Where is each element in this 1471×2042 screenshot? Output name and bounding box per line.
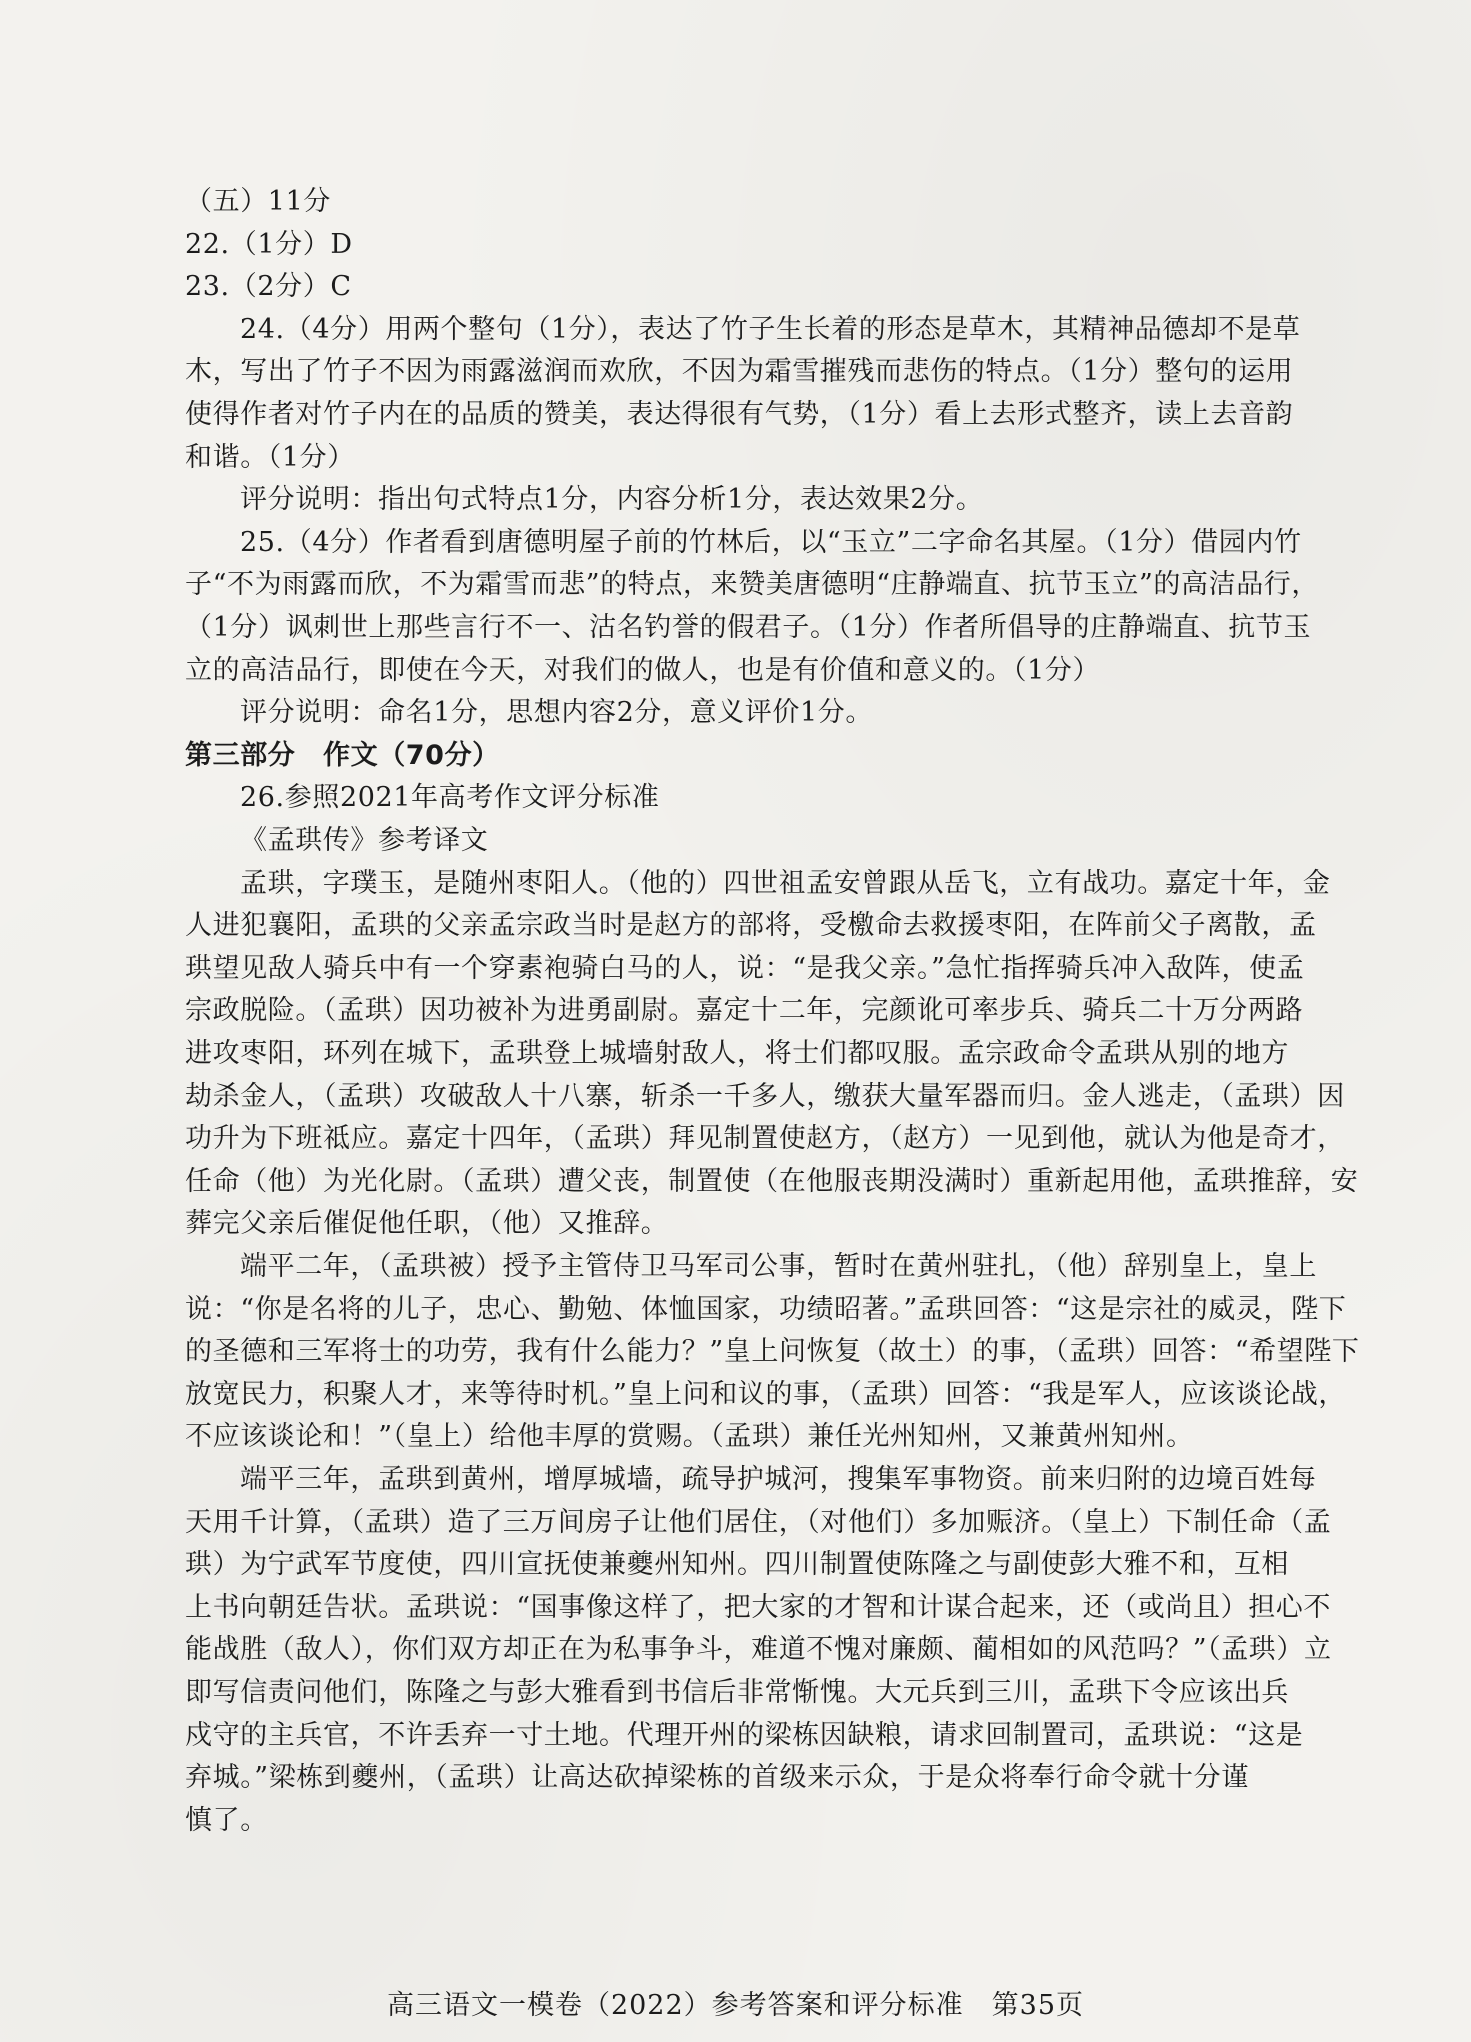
text-line: 说：“你是名将的儿子，忠心、勤勉、体恤国家，功绩昭著。”孟珙回答：“这是宗社的威灵，陛下 [185, 1293, 1347, 1325]
text-line: 任命（他）为光化尉。（孟珙）遭父丧，制置使（在他服丧期没满时）重新起用他，孟珙推辞，安 [185, 1165, 1359, 1197]
text-line: 能战胜（敌人），你们双方却正在为私事争斗，难道不愧对廉颇、蔺相如的风范吗？”（孟珙）立 [185, 1634, 1332, 1666]
text-line: 劫杀金人，（孟珙）攻破敌人十八寨，斩杀一千多人，缴获大量军器而归。金人逃走，（孟珙）因 [185, 1080, 1345, 1112]
text-line: 26.参照2021年高考作文评分标准 [240, 782, 660, 814]
page-footer: 高三语文一模卷（2022）参考答案和评分标准 第35页 [386, 1990, 1085, 2021]
text-line: 戍守的主兵官，不许丢弃一寸土地。代理开州的梁栋因缺粮，请求回制置司，孟珙说：“这是 [185, 1719, 1304, 1751]
watermark [58, 1046, 147, 1181]
text-line: 珙望见敌人骑兵中有一个穿素袍骑白马的人，说：“是我父亲。”急忙指挥骑兵冲入敌阵，使孟 [185, 952, 1305, 984]
text-line: 上书向朝廷告状。孟珙说：“国事像这样了，把大家的才智和计谋合起来，还（或尚且）担心不 [185, 1591, 1332, 1623]
text-line: 和谐。（1分） [185, 441, 355, 473]
text-line: 宗政脱险。（孟珙）因功被补为进勇副尉。嘉定十二年，完颜讹可率步兵、骑兵二十万分两路 [185, 995, 1304, 1027]
section-heading: 第三部分 作文（70分） [185, 739, 500, 771]
text-line: 葬完父亲后催促他任职，（他）又推辞。 [185, 1208, 669, 1240]
text-line: 22.（1分）D [185, 228, 353, 260]
text-line: 使得作者对竹子内在的品质的赞美，表达得很有气势，（1分）看上去形式整齐，读上去音韵 [185, 399, 1294, 430]
text-line: 人进犯襄阳，孟珙的父亲孟宗政当时是赵方的部将，受檄命去救援枣阳，在阵前父子离散，孟 [185, 910, 1317, 942]
watermark [38, 1556, 127, 1691]
text-line: 即写信责问他们，陈隆之与彭大雅看到书信后非常惭愧。大元兵到三川，孟珙下令应该出兵 [185, 1677, 1289, 1708]
text-line: 放宽民力，积聚人才，来等待时机。”皇上问和议的事，（孟珙）回答：“我是军人，应该谈论战， [185, 1378, 1347, 1410]
text-line: 的圣德和三军将士的功劳，我有什么能力？”皇上问恢复（故土）的事，（孟珙）回答：“希望陛下 [185, 1336, 1360, 1368]
text-line: （五）11分 [185, 186, 331, 217]
text-line: 孟珙，字璞玉，是随州枣阳人。（他的）四世祖孟安曾跟从岳飞，立有战功。嘉定十年，金 [240, 867, 1331, 899]
text-line: 23.（2分）C [185, 271, 352, 303]
text-line: 木，写出了竹子不因为雨露滋润而欢欣，不因为霜雪摧残而悲伤的特点。（1分）整句的运用 [185, 356, 1294, 388]
text-line: 《孟珙传》参考译文 [240, 825, 489, 856]
text-line: 功升为下班祗应。嘉定十四年，（孟珙）拜见制置使赵方，（赵方）一见到他，就认为他是奇才， [185, 1123, 1345, 1155]
text-line: 24.（4分）用两个整句（1分），表达了竹子生长着的形态是草木，其精神品德却不是草 [240, 313, 1301, 345]
text-line: 弃城。”梁栋到夔州，（孟珙）让高达砍掉梁栋的首级来示众，于是众将奉行命令就十分谨 [185, 1762, 1249, 1794]
text-line: 端平三年，孟珙到黄州，增厚城墙，疏导护城河，搜集军事物资。前来归附的边境百姓每 [240, 1464, 1317, 1495]
text-line: 珙）为宁武军节度使，四川宣抚使兼夔州知州。四川制置使陈隆之与副使彭大雅不和，互相 [185, 1549, 1289, 1581]
text-line: 慎了。 [185, 1804, 268, 1836]
text-line: 立的高洁品行，即使在今天，对我们的做人，也是有价值和意义的。（1分） [185, 654, 1101, 686]
text-line: 天用千计算，（孟珙）造了三万间房子让他们居住，（对他们）多加赈济。（皇上）下制任命（孟 [185, 1506, 1332, 1538]
text-line: （1分）讽刺世上那些言行不一、沽名钓誉的假君子。（1分）作者所倡导的庄静端直、抗节玉 [185, 612, 1312, 643]
text-line: 评分说明：指出句式特点1分，内容分析1分，表达效果2分。 [240, 484, 984, 516]
text-line: 25.（4分）作者看到唐德明屋子前的竹林后，以“玉立”二字命名其屋。（1分）借园内竹 [240, 526, 1302, 558]
text-line: 进攻枣阳，环列在城下，孟珙登上城墙射敌人，将士们都叹服。孟宗政命令孟珙从别的地方 [185, 1038, 1289, 1069]
text-line: 不应该谈论和！”（皇上）给他丰厚的赏赐。（孟珙）兼任光州知州，又兼黄州知州。 [185, 1421, 1194, 1453]
text-line: 子“不为雨露而欣，不为霜雪而悲”的特点，来赞美唐德明“庄静端直、抗节玉立”的高洁品行， [185, 569, 1320, 601]
text-line: 评分说明：命名1分，思想内容2分，意义评价1分。 [240, 697, 873, 729]
text-line: 端平二年，（孟珙被）授予主管侍卫马军司公事，暂时在黄州驻扎，（他）辞别皇上，皇上 [240, 1251, 1317, 1282]
